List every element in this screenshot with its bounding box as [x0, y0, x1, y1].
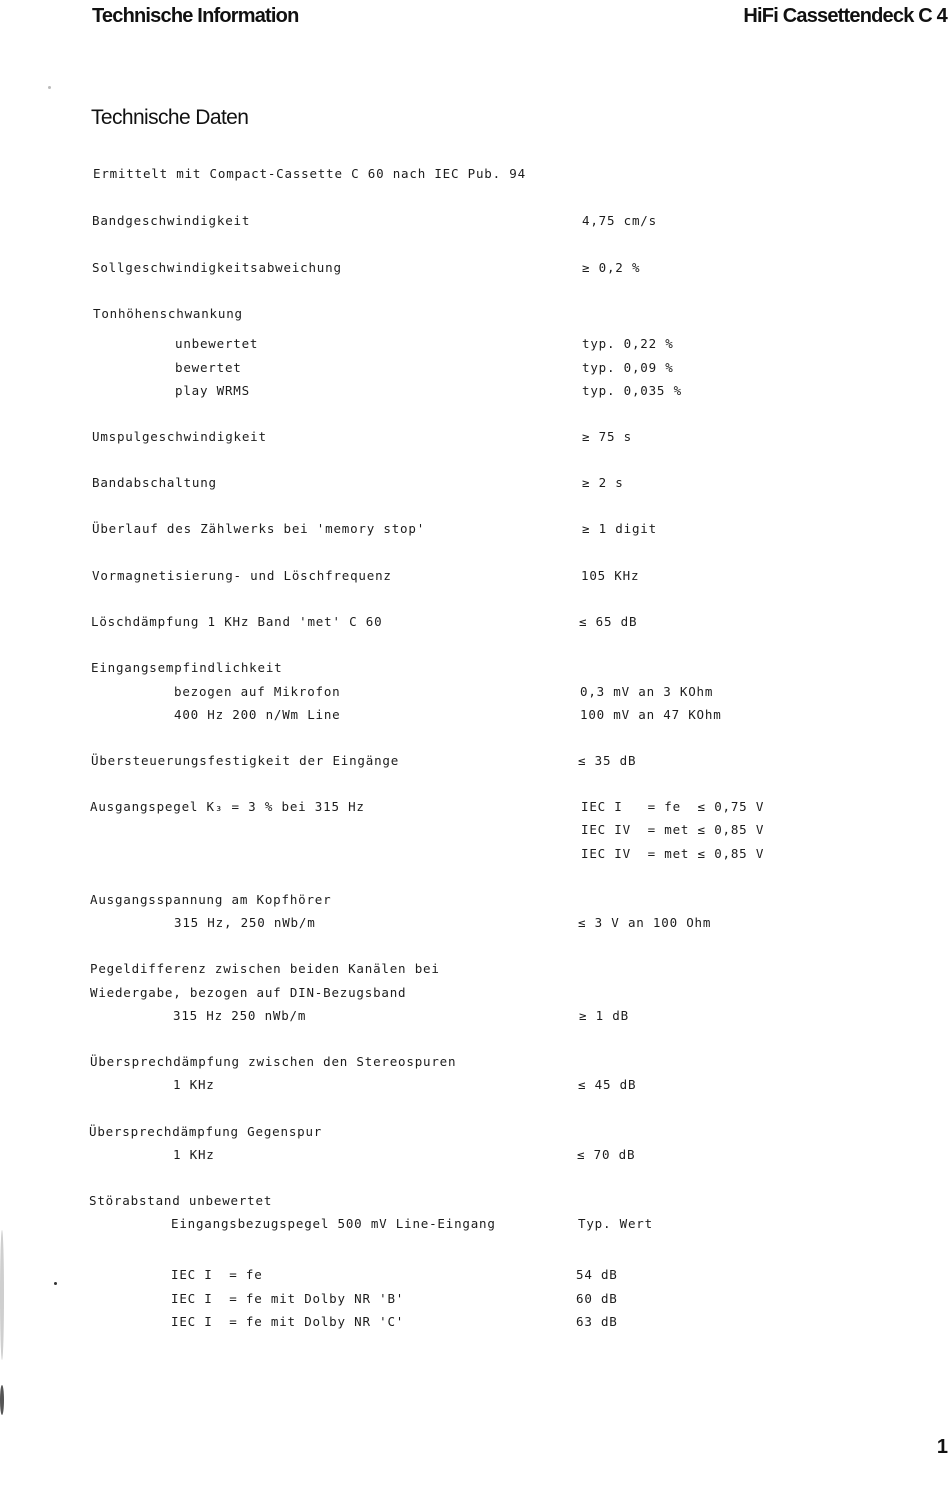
- scan-speck: [54, 1282, 57, 1285]
- spec-value: ≥ 0,2 %: [582, 260, 641, 275]
- spec-label: Umspulgeschwindigkeit: [92, 429, 267, 444]
- spec-value: 105 KHz: [581, 568, 640, 583]
- spec-label: Wiedergabe, bezogen auf DIN-Bezugsband: [90, 985, 407, 1000]
- spec-label: Bandabschaltung: [92, 475, 217, 490]
- page-number: 1: [936, 1436, 948, 1458]
- spec-label: Vormagnetisierung- und Löschfrequenz: [92, 568, 392, 583]
- spec-value: typ. 0,09 %: [582, 360, 674, 375]
- spec-value: ≤ 70 dB: [577, 1147, 636, 1162]
- spec-value: 100 mV an 47 KOhm: [580, 707, 722, 722]
- spec-sublabel: bewertet: [175, 360, 242, 375]
- spec-sublabel: 400 Hz 200 n/Wm Line: [174, 707, 341, 722]
- spec-label: Eingangsempfindlichkeit: [91, 660, 283, 675]
- section-title: Technische Daten: [91, 106, 249, 129]
- spec-value: 4,75 cm/s: [582, 213, 657, 228]
- spec-value: 54 dB: [576, 1267, 618, 1282]
- spec-value: ≥ 2 s: [582, 475, 624, 490]
- scan-speck: [48, 86, 51, 89]
- spec-value: ≥ 1 dB: [579, 1008, 629, 1023]
- spec-label: Übersprechdämpfung Gegenspur: [89, 1124, 323, 1139]
- spec-label: Pegeldifferenz zwischen beiden Kanälen bei: [90, 961, 440, 976]
- spec-value: IEC IV = met ≤ 0,85 V: [581, 822, 765, 837]
- spec-value: ≤ 45 dB: [578, 1077, 637, 1092]
- scan-edge-shadow: [0, 1230, 4, 1360]
- spec-sublabel: play WRMS: [175, 383, 250, 398]
- spec-value: ≤ 35 dB: [578, 753, 637, 768]
- spec-sublabel: IEC I = fe mit Dolby NR 'C': [171, 1314, 405, 1329]
- intro-text: Ermittelt mit Compact-Cassette C 60 nach IEC Pub. 94: [93, 166, 526, 181]
- header-product-name: HiFi Cassettendeck C 4: [743, 5, 947, 27]
- spec-sublabel: IEC I = fe: [171, 1267, 263, 1282]
- spec-value: ≤ 3 V an 100 Ohm: [578, 915, 712, 930]
- spec-label: Übersteuerungsfestigkeit der Eingänge: [91, 753, 400, 768]
- spec-value: typ. 0,22 %: [582, 336, 674, 351]
- spec-sublabel: Eingangsbezugspegel 500 mV Line-Eingang: [171, 1216, 496, 1231]
- spec-label: Tonhöhenschwankung: [93, 306, 243, 321]
- spec-label: Bandgeschwindigkeit: [92, 213, 251, 228]
- spec-value: typ. 0,035 %: [582, 383, 682, 398]
- spec-value: ≥ 75 s: [582, 429, 632, 444]
- spec-label: Löschdämpfung 1 KHz Band 'met' C 60: [91, 614, 383, 629]
- spec-sublabel: IEC I = fe mit Dolby NR 'B': [171, 1291, 405, 1306]
- spec-sublabel: 315 Hz, 250 nWb/m: [174, 915, 316, 930]
- spec-sublabel: 1 KHz: [173, 1077, 215, 1092]
- spec-sublabel: bezogen auf Mikrofon: [174, 684, 341, 699]
- header-document-type: Technische Information: [92, 5, 299, 27]
- spec-label: Ausgangspegel K₃ = 3 % bei 315 Hz: [90, 799, 365, 814]
- scan-edge-mark: [0, 1385, 4, 1415]
- spec-label: Überlauf des Zählwerks bei 'memory stop': [92, 521, 426, 536]
- spec-value: ≤ 65 dB: [579, 614, 638, 629]
- spec-value: IEC I = fe ≤ 0,75 V: [581, 799, 765, 814]
- spec-value: Typ. Wert: [578, 1216, 653, 1231]
- spec-sublabel: unbewertet: [175, 336, 259, 351]
- spec-label: Sollgeschwindigkeitsabweichung: [92, 260, 342, 275]
- spec-sublabel: 1 KHz: [173, 1147, 215, 1162]
- spec-value: 63 dB: [576, 1314, 618, 1329]
- spec-value: IEC IV = met ≤ 0,85 V: [581, 846, 765, 861]
- spec-label: Störabstand unbewertet: [89, 1193, 273, 1208]
- spec-label: Übersprechdämpfung zwischen den Stereospuren: [90, 1054, 457, 1069]
- spec-value: ≥ 1 digit: [582, 521, 657, 536]
- spec-value: 0,3 mV an 3 KOhm: [580, 684, 714, 699]
- spec-sublabel: 315 Hz 250 nWb/m: [173, 1008, 307, 1023]
- spec-value: 60 dB: [576, 1291, 618, 1306]
- spec-label: Ausgangsspannung am Kopfhörer: [90, 892, 332, 907]
